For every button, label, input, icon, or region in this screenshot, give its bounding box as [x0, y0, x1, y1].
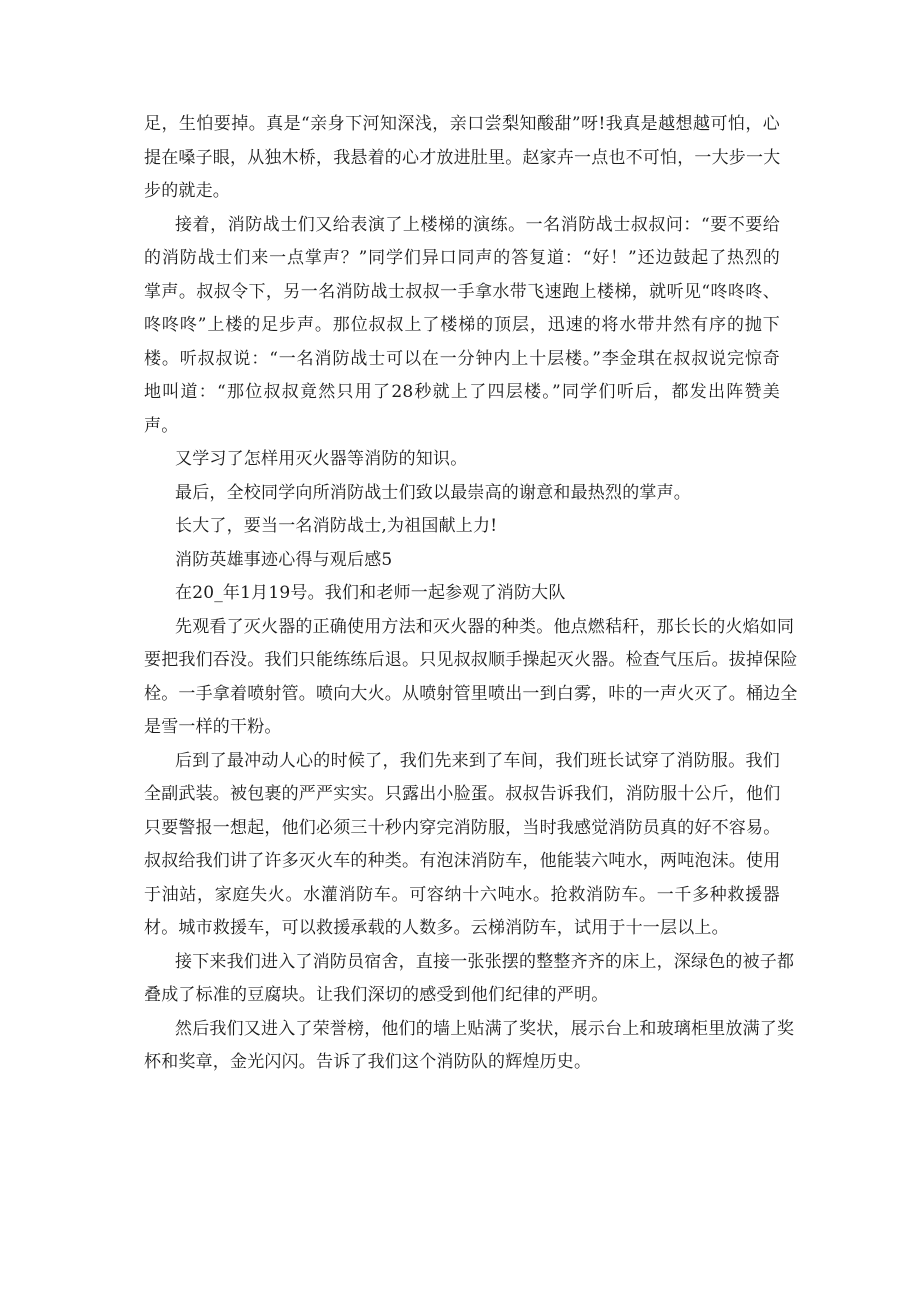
paragraph-line: 是雪一样的干粉。: [144, 717, 282, 737]
section-heading: 消防英雄事迹心得与观后感5: [175, 549, 393, 570]
paragraph-line: 接着，消防战士们又给表演了上楼梯的演练。一名消防战士叔叔问：“要不要给: [175, 214, 780, 235]
paragraph-line: 叠成了标准的豆腐块。让我们深切的感受到他们纪律的严明。: [144, 985, 609, 1005]
paragraph-line: 咚咚咚”上楼的足步声。那位叔叔上了楼梯的顶层，迅速的将水带井然有序的抛下: [144, 315, 780, 335]
paragraph-line: 栓。一手拿着喷射管。喷向大火。从喷射管里喷出一到白雾，咔的一声火灭了。桶边全: [144, 683, 798, 704]
paragraph-line: 在20_年1月19号。我们和老师一起参观了消防大队: [175, 583, 566, 603]
paragraph-line: 又学习了怎样用灭火器等消防的知识。: [175, 449, 468, 469]
paragraph-line: 然后我们又进入了荣誉榜，他们的墙上贴满了奖状，展示台上和玻璃柜里放满了奖: [175, 1018, 795, 1039]
paragraph-line: 步的就走。: [144, 181, 230, 201]
body-text: [144, 108, 798, 1080]
paragraph-line: 的消防战士们来一点掌声？”同学们异口同声的答复道：“好！”还边鼓起了热烈的: [144, 248, 780, 268]
paragraph-line: 叔叔给我们讲了许多灭火车的种类。有泡沫消防车，他能装六吨水，两吨泡沫。使用: [144, 851, 781, 871]
paragraph-line: 楼。听叔叔说：“一名消防战士可以在一分钟内上十层楼。”李金琪在叔叔说完惊奇: [144, 348, 780, 369]
paragraph-line: 杯和奖章，金光闪闪。告诉了我们这个消防队的辉煌历史。: [144, 1052, 592, 1072]
paragraph-line: 地叫道：“那位叔叔竟然只用了28秒就上了四层楼。”同学们听后，都发出阵赞美: [144, 382, 780, 402]
paragraph-line: 只要警报一想起，他们必须三十秒内穿完消防服，当时我感觉消防员真的好不容易。: [144, 817, 781, 838]
paragraph-line: 后到了最冲动人心的时候了，我们先来到了车间，我们班长试穿了消防服。我们: [175, 750, 780, 771]
paragraph-line: 掌声。叔叔令下，另一名消防战士叔叔一手拿水带飞速跑上楼梯，就听见“咚咚咚、: [144, 281, 780, 302]
paragraph-line: 足，生怕要掉。真是“亲身下河知深浅，亲口尝梨知酸甜”呀!我真是越想越可怕，心: [144, 114, 780, 134]
paragraph-line: 提在嗓子眼，从独木桥，我悬着的心才放进肚里。赵家卉一点也不可怕，一大步一大: [144, 147, 781, 168]
paragraph-line: 声。: [144, 415, 179, 436]
paragraph-line: 接下来我们进入了消防员宿舍，直接一张张摆的整整齐齐的床上，深绿色的被子都: [175, 951, 795, 972]
paragraph-line: 材。城市救援车，可以救援承载的人数多。云梯消防车，试用于十一层以上。: [144, 918, 729, 938]
paragraph-line: 要把我们吞没。我们只能练练后退。只见叔叔顺手操起灭火器。检查气压后。拔掉保险: [144, 650, 798, 670]
paragraph-line: 先观看了灭火器的正确使用方法和灭火器的种类。他点燃秸秆，那长长的火焰如同: [175, 616, 795, 637]
paragraph-line: 最后，全校同学向所消防战士们致以最崇高的谢意和最热烈的掌声。: [175, 482, 691, 503]
paragraph-line: 长大了，要当一名消防战士,为祖国献上力!: [175, 516, 498, 536]
paragraph-line: 全副武装。被包裹的严严实实。只露出小脸蛋。叔叔告诉我们，消防服十公斤，他们: [144, 784, 781, 804]
paragraph-line: 于油站，家庭失火。水灌消防车。可容纳十六吨水。抢救消防车。一千多种救援器: [144, 884, 780, 905]
